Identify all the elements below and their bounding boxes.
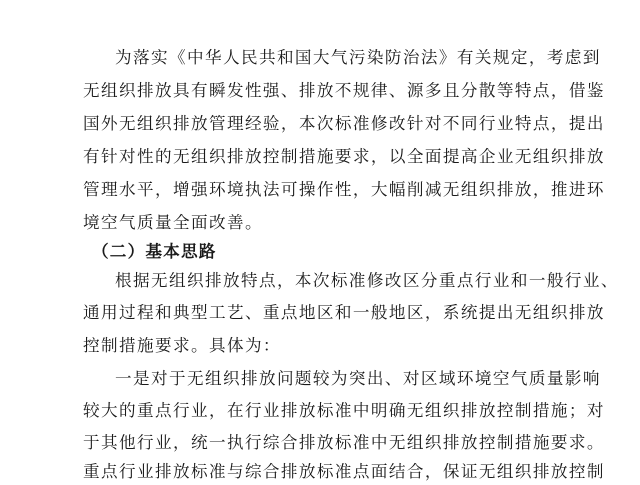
paragraph3-line-3: 于其他行业，统一执行综合排放标准中无组织排放控制措施要求。 (83, 433, 605, 452)
paragraph2-line-3: 控制措施要求。具体为： (83, 336, 281, 355)
paragraph3-line-4: 重点行业排放标准与综合排放标准点面结合，保证无组织排放控制 (83, 462, 605, 481)
section-heading: （二）基本思路 (92, 242, 217, 261)
paragraph3-line-2: 较大的重点行业，在行业排放标准中明确无组织排放控制措施；对 (83, 401, 605, 420)
paragraph1-line-3: 国外无组织排放管理经验，本次标准修改针对不同行业特点，提出 (83, 114, 605, 133)
paragraph3-line-1: 一是对于无组织排放问题较为突出、对区域环境空气质量影响 (115, 369, 601, 388)
paragraph1-line-6: 境空气质量全面改善。 (83, 213, 263, 232)
paragraph1-line-2: 无组织排放具有瞬发性强、排放不规律、源多且分散等特点，借鉴 (83, 81, 605, 100)
paragraph1-line-5: 管理水平，增强环境执法可操作性，大幅削减无组织排放，推进环 (83, 180, 605, 199)
paragraph2-line-2: 通用过程和典型工艺、重点地区和一般地区，系统提出无组织排放 (83, 303, 605, 322)
paragraph1-line-1: 为落实《中华人民共和国大气污染防治法》有关规定，考虑到 (115, 48, 601, 67)
paragraph1-line-4: 有针对性的无组织排放控制措施要求，以全面提高企业无组织排放 (83, 147, 605, 166)
paragraph2-line-1: 根据无组织排放特点，本次标准修改区分重点行业和一般行业、 (115, 271, 619, 290)
